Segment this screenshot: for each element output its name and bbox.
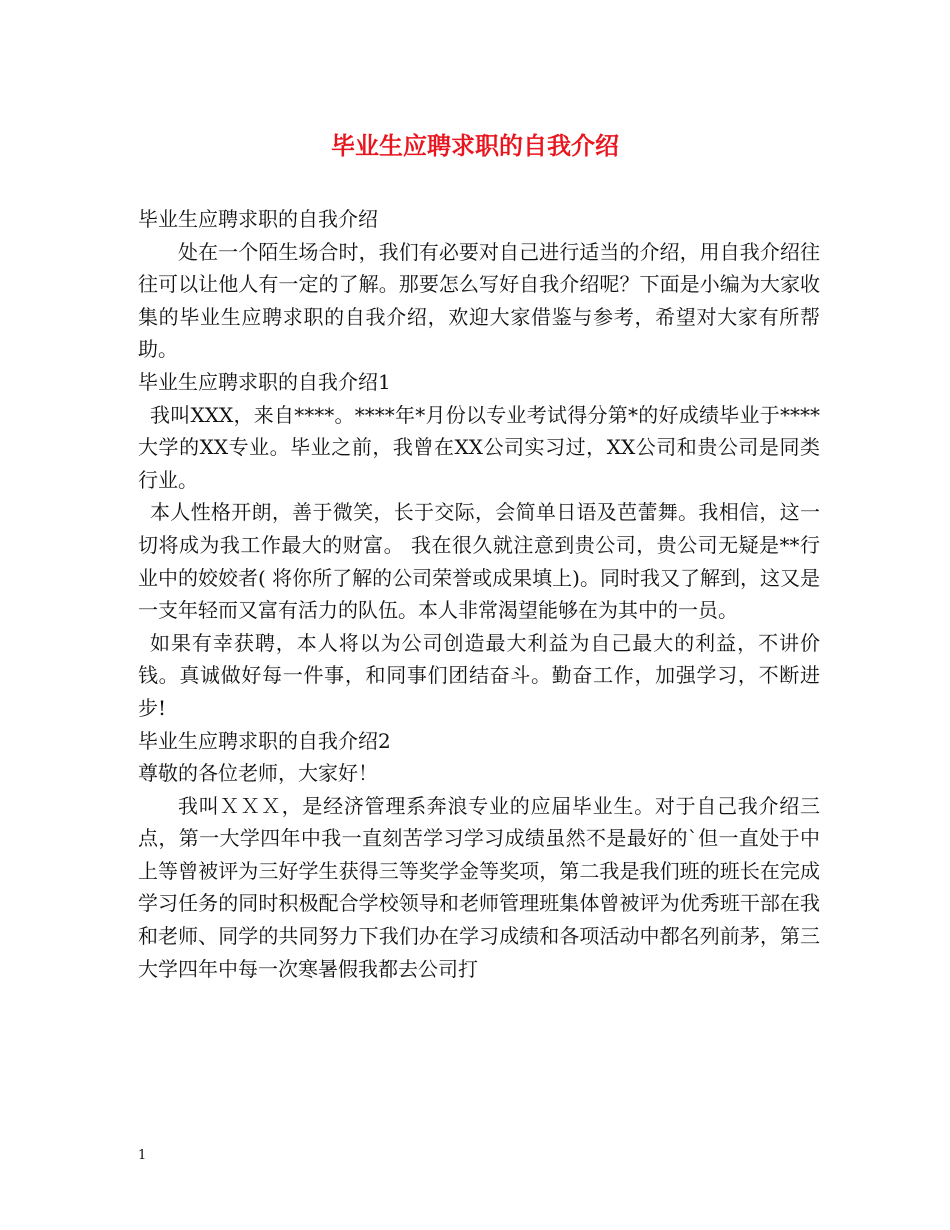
paragraph-1-c: 如果有幸获聘，本人将以为公司创造最大利益为自己最大的利益，不讲价钱。真诚做好每一件事，和同事们团结奋斗。勤奋工作，加强学习，不断进步! [138, 630, 820, 720]
paragraph-1-b: 本人性格开朗，善于微笑，长于交际，会简单日语及芭蕾舞。我相信，这一切将成为我工作最大的财富。 我在很久就注意到贵公司，贵公司无疑是**行业中的姣姣者( 将你所了解的公司荣誉或成果填上)。同时我又了解到，这又是一支年轻而又富有活力的队伍。本人非常渴望能够在为其中的一员。 [138, 500, 820, 623]
paragraph-2-a: 我叫ＸＸＸ，是经济管理系奔浪专业的应届毕业生。对于自己我介绍三点，第一大学四年中我一直刻苦学习学习成绩虽然不是最好的`但一直处于中上等曾被评为三好学生获得三等奖学金等奖项，第二我是我们班的班长在完成学习任务的同时积极配合学校领导和老师管理班集体曾被评为优秀班干部在我和老师、同学的共同努力下我们办在学习成绩和各项活动中都名列前茅，第三大学四年中每一次寒暑假我都去公司打 [138, 793, 820, 981]
intro-paragraph: 处在一个陌生场合时，我们有必要对自己进行适当的介绍，用自我介绍往往可以让他人有一定的了解。那要怎么写好自我介绍呢？下面是小编为大家收集的毕业生应聘求职的自我介绍，欢迎大家借鉴与参考，希望对大家有所帮助。 [138, 239, 820, 362]
section-heading-intro: 毕业生应聘求职的自我介绍 [138, 207, 378, 231]
page-number: 1 [138, 1148, 147, 1163]
section-heading-2: 毕业生应聘求职的自我介绍2 [138, 728, 391, 753]
greeting-line: 尊敬的各位老师，大家好！ [138, 761, 378, 786]
document-title: 毕业生应聘求职的自我介绍 [331, 131, 619, 160]
document-body [138, 203, 820, 985]
paragraph-1-a: 我叫XXX，来自****。****年*月份以专业考试得分第*的好成绩毕业于****大学的XX专业。毕业之前，我曾在XX公司实习过，XX公司和贵公司是同类行业。 [138, 402, 820, 492]
section-heading-1: 毕业生应聘求职的自我介绍1 [138, 369, 391, 394]
